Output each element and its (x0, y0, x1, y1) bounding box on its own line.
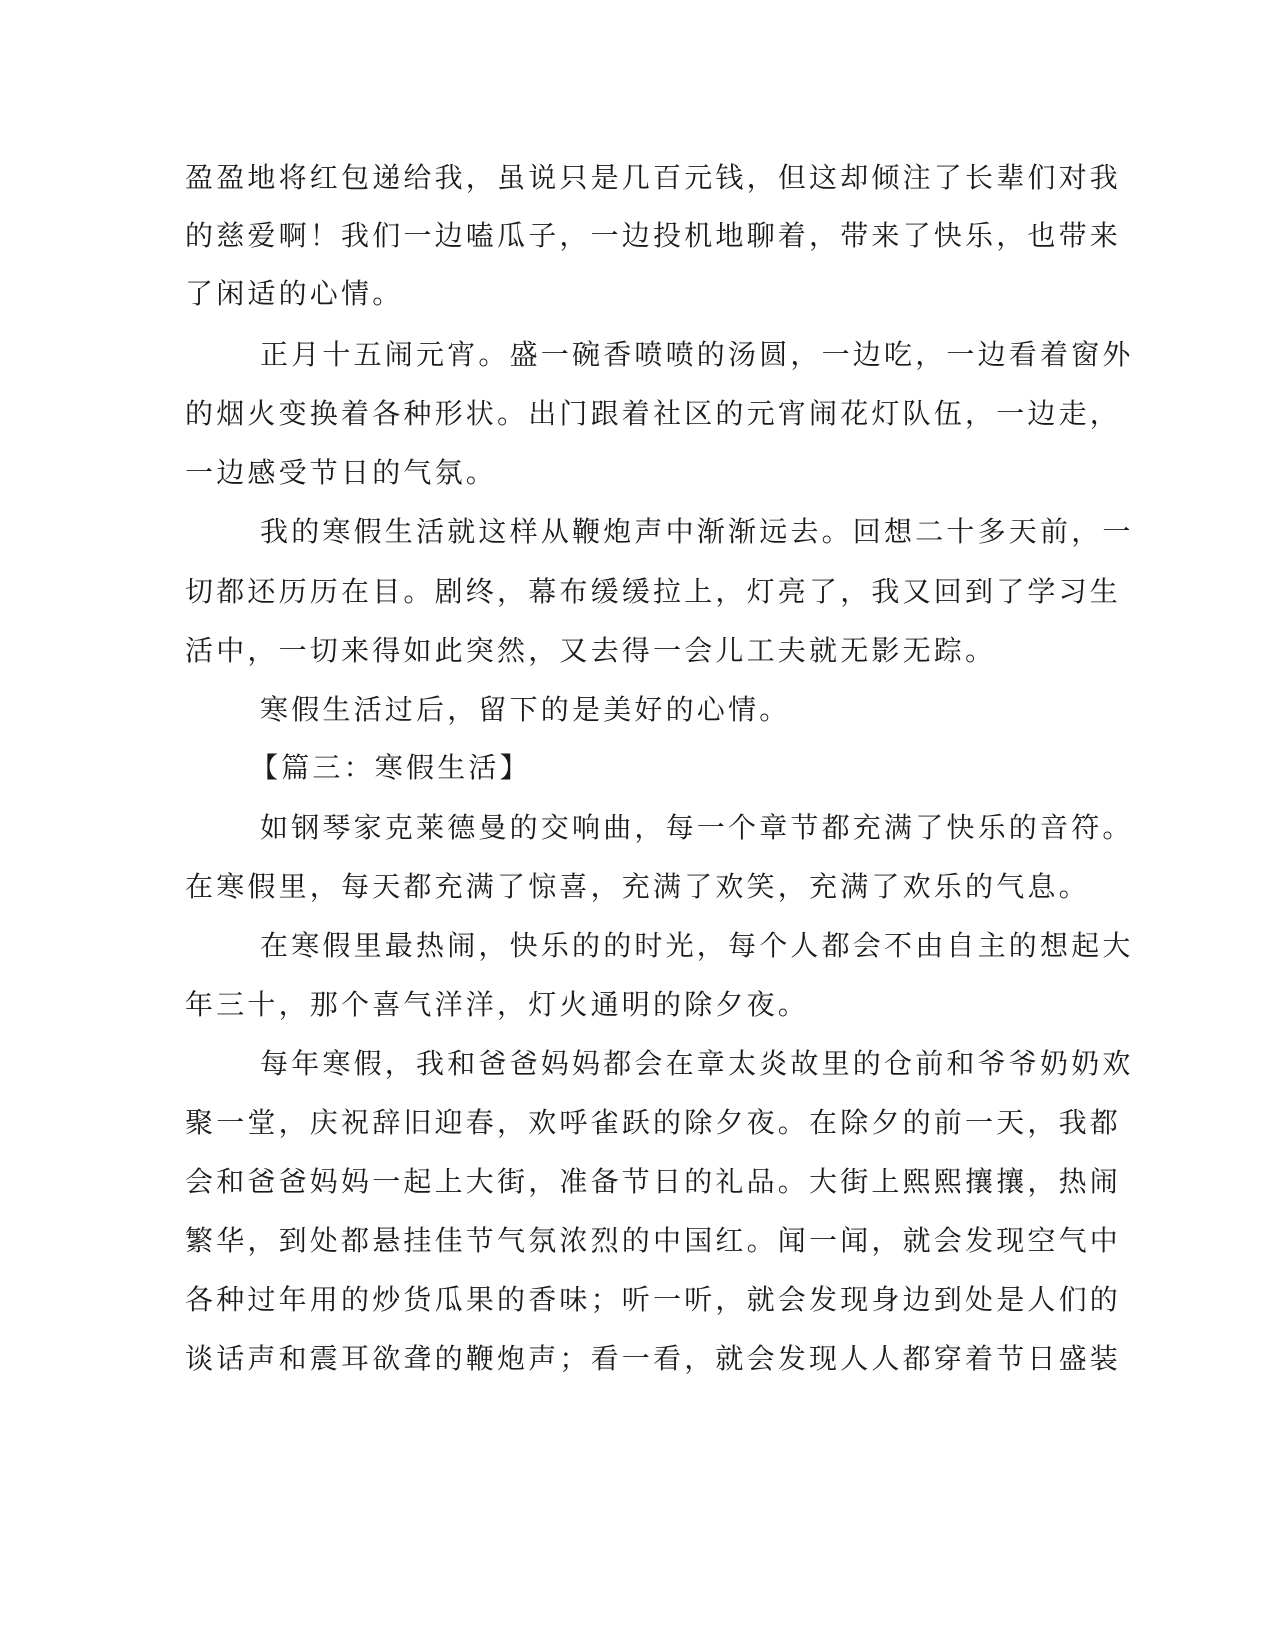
text-line: 会和爸爸妈妈一起上大街，准备节日的礼品。大街上熙熙攘攘，热闹 (185, 1165, 1122, 1198)
paragraph-start-line: 正月十五闹元宵。盛一碗香喷喷的汤圆，一边吃，一边看着窗外 (260, 338, 1134, 371)
text-line: 切都还历历在目。剧终，幕布缓缓拉上，灯亮了，我又回到了学习生 (185, 575, 1122, 608)
paragraph-start-line: 在寒假里最热闹，快乐的的时光，每个人都会不由自主的想起大 (260, 929, 1134, 962)
text-line: 聚一堂，庆祝辞旧迎春，欢呼雀跃的除夕夜。在除夕的前一天，我都 (185, 1106, 1122, 1139)
text-line: 盈盈地将红包递给我，虽说只是几百元钱，但这却倾注了长辈们对我 (185, 161, 1122, 194)
text-line: 的烟火变换着各种形状。出门跟着社区的元宵闹花灯队伍，一边走， (185, 397, 1122, 430)
paragraph-start-line: 我的寒假生活就这样从鞭炮声中渐渐远去。回想二十多天前，一 (260, 515, 1134, 548)
text-line: 年三十，那个喜气洋洋，灯火通明的除夕夜。 (185, 988, 810, 1021)
text-line: 活中，一切来得如此突然，又去得一会儿工夫就无影无踪。 (185, 634, 997, 667)
paragraph-start-line: 寒假生活过后，留下的是美好的心情。 (260, 693, 791, 726)
text-line: 在寒假里，每天都充满了惊喜，充满了欢笑，充满了欢乐的气息。 (185, 870, 1090, 903)
text-line: 谈话声和震耳欲聋的鞭炮声；看一看，就会发现人人都穿着节日盛装 (185, 1342, 1122, 1375)
paragraph-start-line: 如钢琴家克莱德曼的交响曲，每一个章节都充满了快乐的音符。 (260, 811, 1134, 844)
text-line: 了闲适的心情。 (185, 277, 404, 310)
text-line: 繁华，到处都悬挂佳节气氛浓烈的中国红。闻一闻，就会发现空气中 (185, 1224, 1122, 1257)
text-line: 一边感受节日的气氛。 (185, 456, 498, 489)
text-line: 的慈爱啊！我们一边嗑瓜子，一边投机地聊着，带来了快乐，也带来 (185, 219, 1122, 252)
text-line: 各种过年用的炒货瓜果的香味；听一听，就会发现身边到处是人们的 (185, 1283, 1122, 1316)
paragraph-start-line: 每年寒假，我和爸爸妈妈都会在章太炎故里的仓前和爷爷奶奶欢 (260, 1047, 1134, 1080)
section-heading: 【篇三：寒假生活】 (250, 751, 531, 784)
